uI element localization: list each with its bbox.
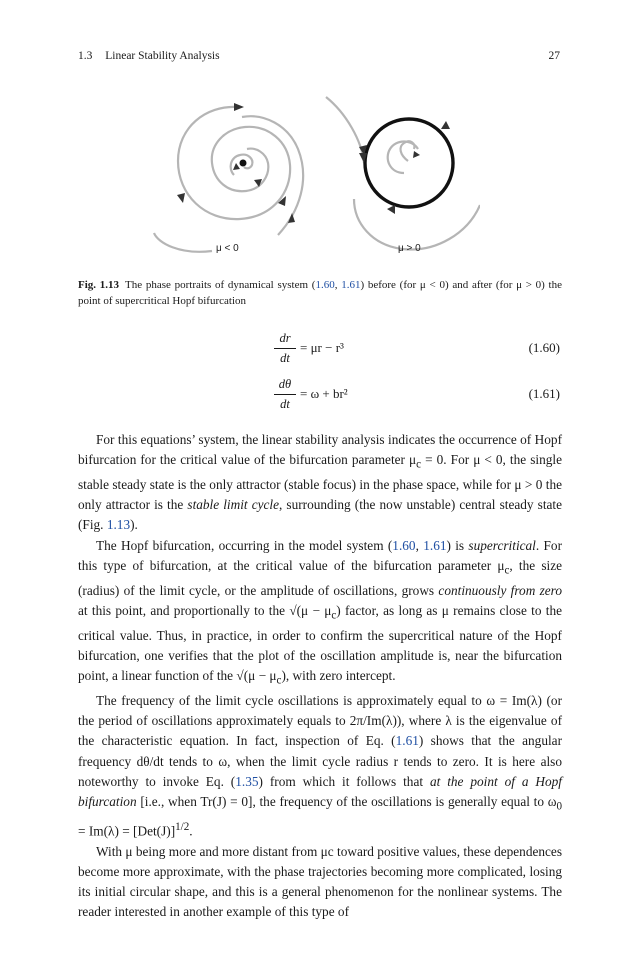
body-text xyxy=(78,430,562,922)
section-title: Linear Stability Analysis xyxy=(105,50,220,62)
equation-ref-link[interactable]: 1.61 xyxy=(423,537,447,553)
figure-label: Fig. 1.13 xyxy=(78,279,120,291)
page-number: 27 xyxy=(548,50,560,62)
equation-ref-link[interactable]: 1.61 xyxy=(395,733,419,749)
paragraph: For this equations’ system, the linear stability analysis indicates the occurrence of Hopf bifurcation for the critical value of the bifurcation parameter $\mu_c = 0$. For μ < 0, the single stable steady state is the only attractor (stable focus) in the phase space, while for μ > 0 the only attractor is the stable limit cycle, surrounding (the now unstable) central steady state (Fig. 1.13). xyxy=(78,432,563,533)
equation-1-60 xyxy=(0,330,638,366)
running-header xyxy=(78,50,220,62)
equation-ref-link[interactable]: 1.60 xyxy=(315,279,335,291)
paragraph: The frequency of the limit cycle oscillations is approximately equal to ω = Im(λ) (or the period of oscillations approximately equals to 2π/Im(λ)), where λ is the eigenvalue of the characteristic equation. In fact, inspection of Eq. (1.61) shows that the angular frequency dθ/dt tends to ω, when the limit cycle radius r tends to zero. It is here also noteworthy to invoke Eq. (1.35) from which it follows that at the point of a Hopf bifurcation [i.e., when Tr(J) = 0], the frequency of the oscillations is generally equal to $\omega_0 = Im(\lambda) = [Det(J)]^{1/2}$. xyxy=(78,693,562,839)
flow-arrows-right xyxy=(359,121,450,214)
derivative-fraction: dr dt xyxy=(272,330,298,367)
equation-rhs: = ω + br² xyxy=(300,386,348,401)
paragraph: With μ being more and more distant from μc toward positive values, these dependences become more approximate, with the phase trajectories becoming more complicated, losing its initial circular shape, and this is a general phenomenon for the nonlinear systems. The reader interested in another example of this type of xyxy=(78,843,562,920)
stable-focus-portrait xyxy=(154,107,303,252)
figure-ref-link[interactable]: 1.13 xyxy=(106,517,131,533)
equation-number: (1.60) xyxy=(528,340,560,355)
equation-rhs: = μr − r³ xyxy=(300,340,344,355)
right-panel-label: μ > 0 xyxy=(398,243,421,254)
figure-caption: Fig. 1.13 The phase portraits of dynamical system (1.60, 1.61) before (for μ < 0) and after (for μ > 0) the point of supercritical Hopf bifurcation xyxy=(78,279,562,307)
equation-ref-link[interactable]: 1.61 xyxy=(341,279,361,291)
limit-cycle xyxy=(365,119,453,207)
stable-fixed-point xyxy=(240,160,247,167)
equation-number: (1.61) xyxy=(528,386,560,401)
phase-portrait-figure xyxy=(150,83,480,263)
equation-1-61 xyxy=(0,376,638,412)
derivative-fraction: dθ dt xyxy=(272,376,298,413)
equation-ref-link[interactable]: 1.35 xyxy=(235,773,259,789)
left-panel-label: μ < 0 xyxy=(216,243,239,254)
section-number: 1.3 xyxy=(78,50,93,62)
paragraph: The Hopf bifurcation, occurring in the model system (1.60, 1.61) is supercritical. For this type of bifurcation, at the critical value of the bifurcation parameter $\mu_c$, the size (radius) of the limit cycle, or the amplitude of oscillations, grows continuously from zero at this point, and proportionally to the $√(\mu - \mu_c)$ factor, as long as μ remains close to the critical value. Thus, in practice, in order to confirm the supercritical nature of the Hopf bifurcation, one verifies that the plot of the oscillation amplitude is, near the bifurcation point, a linear function of the $√(\mu - \mu_c)$, with zero intercept. xyxy=(78,537,563,687)
equation-ref-link[interactable]: 1.60 xyxy=(392,537,416,553)
